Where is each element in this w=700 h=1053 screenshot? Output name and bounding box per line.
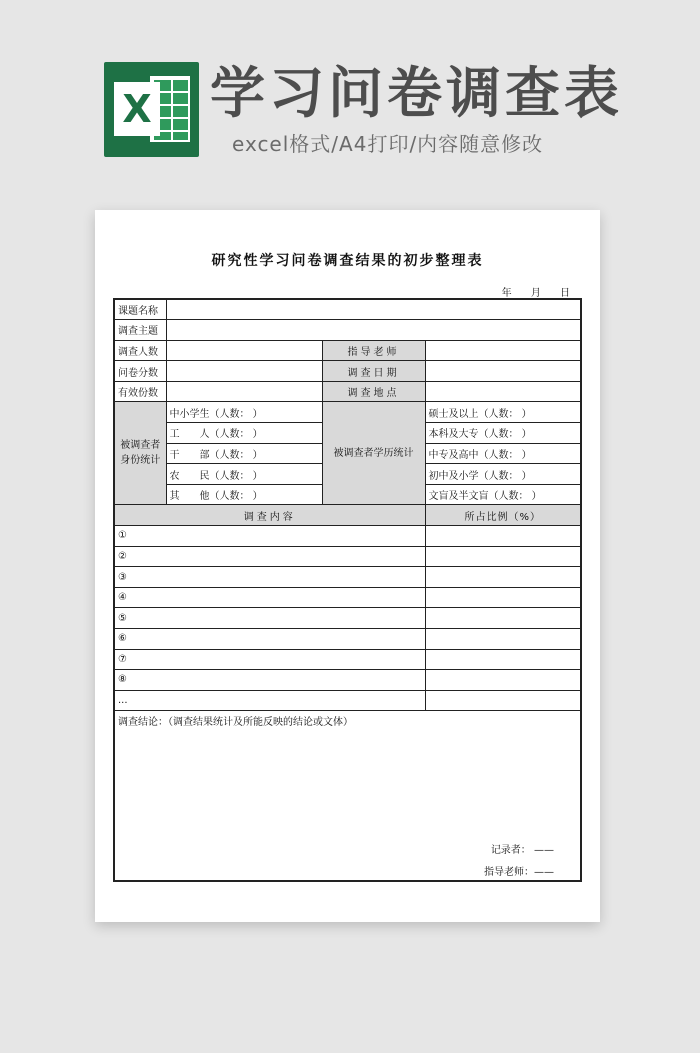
ratio-field[interactable] xyxy=(425,587,581,608)
recorder-line: 记录者： —— xyxy=(490,845,554,857)
content-item[interactable]: ⑤ xyxy=(114,608,425,629)
content-item[interactable]: ⑥ xyxy=(114,629,425,650)
excel-logo-icon xyxy=(104,62,199,157)
advisor-sign-line: 指导老师：—— xyxy=(484,867,554,879)
identity-stats-label: 被调查者身份统计 xyxy=(114,402,166,505)
conclusion-label: 调查结论：（调查结果统计及所能反映的结论或文体） xyxy=(118,717,353,729)
survey-location-field[interactable] xyxy=(425,381,581,402)
ratio-field[interactable] xyxy=(425,526,581,547)
identity-item[interactable]: 其 他（人数： ） xyxy=(166,484,322,505)
ratio-field[interactable] xyxy=(425,670,581,691)
document-page xyxy=(95,210,600,922)
advisor-label: 指导老师 xyxy=(322,340,425,361)
valid-count-field[interactable] xyxy=(166,381,322,402)
ratio-field[interactable] xyxy=(425,608,581,629)
identity-item[interactable]: 中小学生（人数： ） xyxy=(166,402,322,423)
content-item[interactable]: ④ xyxy=(114,587,425,608)
topic-name-label: 课题名称 xyxy=(114,299,166,320)
excel-x-letter: X xyxy=(114,82,160,136)
survey-count-label: 调查人数 xyxy=(114,340,166,361)
survey-count-field[interactable] xyxy=(166,340,322,361)
date-line: 年 月 日 xyxy=(501,288,578,299)
ratio-field[interactable] xyxy=(425,546,581,567)
questionnaire-count-label: 问卷分数 xyxy=(114,361,166,382)
identity-item[interactable]: 工 人（人数： ） xyxy=(166,423,322,444)
survey-date-label: 调查日期 xyxy=(322,361,425,382)
identity-item[interactable]: 干 部（人数： ） xyxy=(166,443,322,464)
education-stats-label: 被调查者学历统计 xyxy=(322,402,425,505)
content-item[interactable]: ⑦ xyxy=(114,649,425,670)
education-item[interactable]: 中专及高中（人数： ） xyxy=(425,443,581,464)
ratio-field[interactable] xyxy=(425,649,581,670)
document-title: 研究性学习问卷调查结果的初步整理表 xyxy=(211,253,484,269)
survey-form-table xyxy=(113,298,582,882)
education-item[interactable]: 硕士及以上（人数： ） xyxy=(425,402,581,423)
content-item[interactable]: ... xyxy=(114,690,425,711)
advisor-field[interactable] xyxy=(425,340,581,361)
survey-date-field[interactable] xyxy=(425,361,581,382)
survey-location-label: 调查地点 xyxy=(322,381,425,402)
education-item[interactable]: 文盲及半文盲（人数： ） xyxy=(425,484,581,505)
content-item[interactable]: ① xyxy=(114,526,425,547)
ratio-field[interactable] xyxy=(425,567,581,588)
questionnaire-count-field[interactable] xyxy=(166,361,322,382)
ratio-field[interactable] xyxy=(425,690,581,711)
survey-subject-label: 调查主题 xyxy=(114,320,166,341)
banner xyxy=(0,0,700,190)
education-item[interactable]: 本科及大专（人数： ） xyxy=(425,423,581,444)
ratio-header: 所占比例（%） xyxy=(425,505,581,526)
conclusion-section[interactable] xyxy=(114,711,581,881)
banner-title: 学习问卷调查表 xyxy=(210,61,624,125)
content-item[interactable]: ② xyxy=(114,546,425,567)
content-item[interactable]: ⑧ xyxy=(114,670,425,691)
banner-subtitle: excel格式/A4打印/内容随意修改 xyxy=(232,132,544,156)
ratio-field[interactable] xyxy=(425,629,581,650)
content-item[interactable]: ③ xyxy=(114,567,425,588)
education-item[interactable]: 初中及小学（人数： ） xyxy=(425,464,581,485)
identity-item[interactable]: 农 民（人数： ） xyxy=(166,464,322,485)
topic-name-field[interactable] xyxy=(166,299,581,320)
valid-count-label: 有效份数 xyxy=(114,381,166,402)
survey-subject-field[interactable] xyxy=(166,320,581,341)
content-header: 调查内容 xyxy=(114,505,425,526)
